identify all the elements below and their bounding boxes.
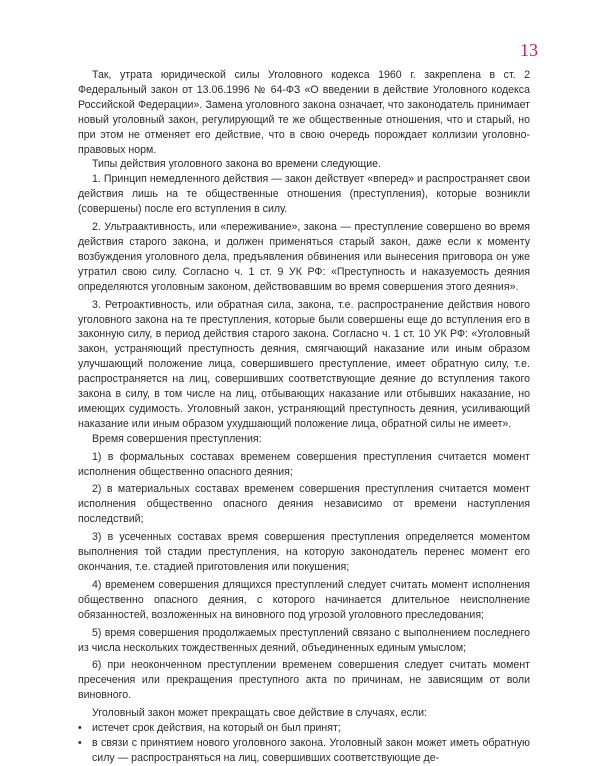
paragraph: 3. Ретроактивность, или обратная сила, закона, т.е. распространение действия нового уголовного закона на те преступления, которые были совершены еще до вступления его в законную силу, в период действия старого закона. Согласно ч. 1 ст. 10 УК РФ: «Уголовный закон, устраняющий преступность деяния, смягчающий наказание или иным образом улучшающий положение лица, совершившего преступление, имеет обратную силу, т.е. распространяется на лиц, совершивших соответствующие деяние до вступления такого закона в силу, в том числе на лиц, отбывающих наказание или отбывших наказание, но имеющих судимость. Уголовный закон, устраняющий преступность деяния, усиливающий наказание или иным образом ухудшающий положение лица, обратной силы не имеет». [78,298,530,430]
list-item: 3) в усеченных составах время совершения преступления определяется моментом выполнения той стадии преступления, на которую законодатель перенес момент его окончания, т.е. стадией приготовления или покушения; [78,531,530,573]
paragraph: Уголовный закон может прекращать свое действие в случаях, если: [92,707,427,720]
list-item: 2) в материальных составах временем совершения преступления считается момент исполнения общественно опасного деяния независимо от времени наступления последствий; [78,483,530,526]
paragraph: Время совершения преступления: [92,432,262,445]
paragraph: Так, утрата юридической силы Уголовного кодекса 1960 г. закреплена в ст. 2 Федеральный закон от 13.06.1996 № 64-ФЗ «О введении в действие Уголовного кодекса Российской Федерации». Замена уголовного закона означает, что законодатель принимает новый уголовный закон, регулирующий те же общественные отношения, что и старый, но при этом не отменяет его действие, что в свою очередь порождает коллизии уголовно-правовых норм. [78,69,530,156]
list-item: 4) временем совершения длящихся преступлений следует считать момент исполнения общественно опасного деяния, с которого начинается длительное неисполнение обязанностей, возложенных на виновного под угрозой уголовного преследования; [78,578,530,621]
list-item: 1) в формальных составах временем совершения преступления считается момент исполнения общественно опасного деяния; [78,450,530,478]
list-item: 5) время совершения продолжаемых преступлений связано с выполнением последнего из числа нескольких тождественных деяний, объединенных единым умыслом; [78,626,530,654]
paragraph: Типы действия уголовного закона во времени следующие. [92,158,381,171]
page-number: 13 [520,40,538,60]
bullet-item: • истечет срок действия, на который он был принят; [78,721,530,736]
paragraph: 1. Принцип немедленного действия — закон действует «вперед» и распространяет свои действия лишь на те общественные отношения (преступления), которые возникли (совершены) после его вступления в силу. [78,173,530,216]
body-text [78,68,530,766]
paragraph: 2. Ультраактивность, или «переживание», закона — преступление совершено во время действия старого закона, и должен применяться старый закон, даже если к моменту возбуждения уголовного дела, предъявления обвинения или вынесения приговора он уже утратил свою силу. Согласно ч. 1 ст. 9 УК РФ: «Преступность и наказуемость деяния определяются уголовным законом, действовавшим во время совершения этого деяния». [78,221,530,293]
list-item: 6) при неоконченном преступлении временем совершения следует считать момент пресечения или прекращения преступного акта по причинам, не зависящим от воли виновного. [78,659,530,702]
bullet-item: • в связи с принятием нового уголовного закона. Уголовный закон может иметь обратную силу — распространяться на лиц, совершивших соответствующие де- [78,736,530,766]
